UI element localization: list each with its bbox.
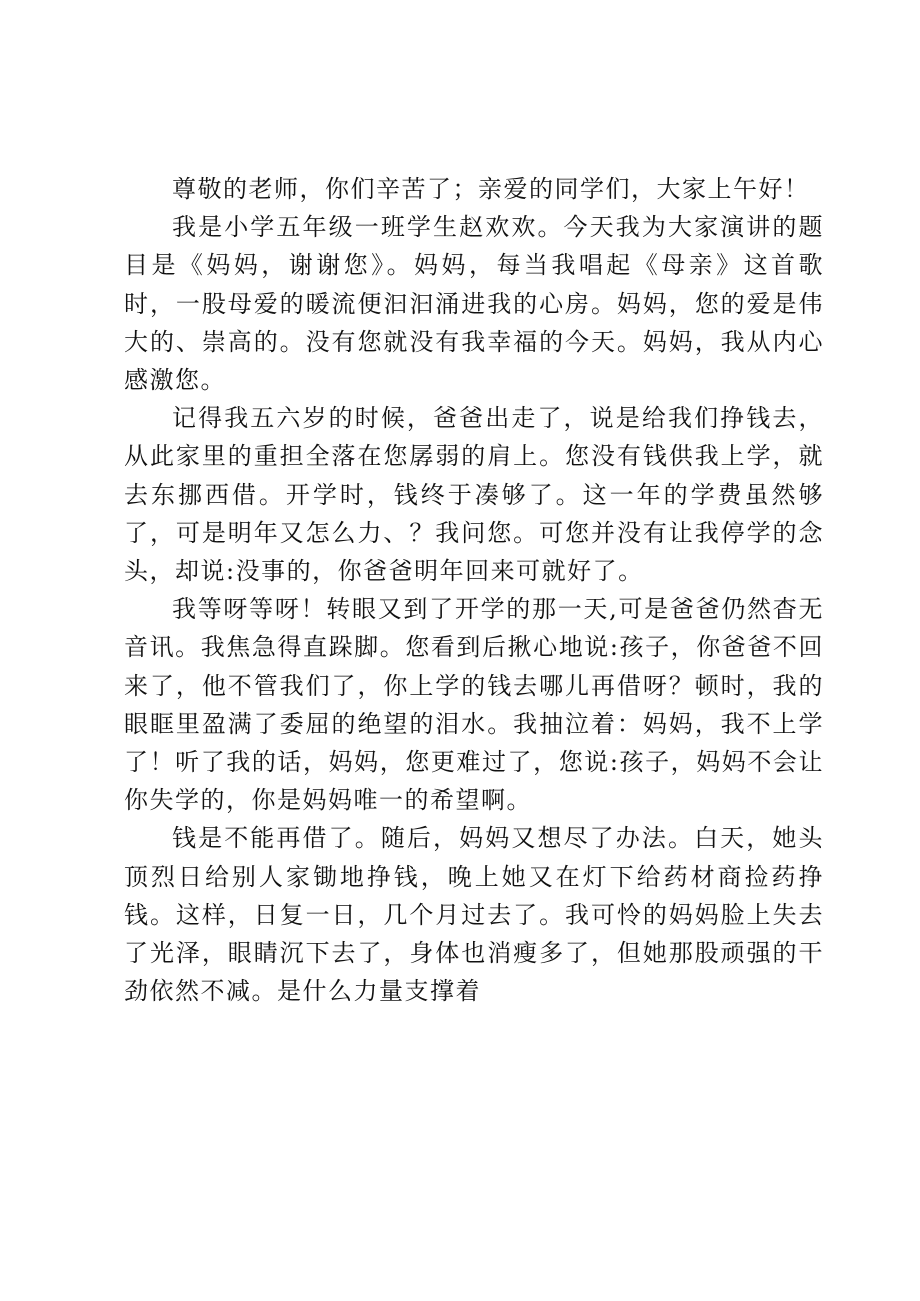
paragraph-father-left: 记得我五六岁的时候，爸爸出走了，说是给我们挣钱去，从此家里的重担全落在您孱弱的肩上。您没有钱供我上学，就去东挪西借。开学时，钱终于凑够了。这一年的学费虽然够了，可是明年又怎么力、？我问您。可您并没有让我停学的念头，却说:没事的，你爸爸明年回来可就好了。 [124,404,824,586]
speech-text [124,170,824,1010]
paragraph-waiting: 我等呀等呀！转眼又到了开学的那一天,可是爸爸仍然杳无音讯。我焦急得直跺脚。您看到后揪心地说:孩子，你爸爸不回来了，他不管我们了，你上学的钱去哪儿再借呀？顿时，我的眼眶里盈满了委屈的绝望的泪水。我抽泣着：妈妈，我不上学了！听了我的话，妈妈，您更难过了，您说:孩子，妈妈不会让你失学的，你是妈妈唯一的希望啊。 [124,595,824,815]
paragraph-greeting: 尊敬的老师，你们辛苦了；亲爱的同学们，大家上午好！ [172,175,810,203]
paragraph-introduction: 我是小学五年级一班学生赵欢欢。今天我为大家演讲的题目是《妈妈，谢谢您》。妈妈，每当我唱起《母亲》这首歌时，一股母爱的暖流便汩汩涌进我的心房。妈妈，您的爱是伟大的、崇高的。没有您就没有我幸福的今天。妈妈，我从内心感激您。 [124,213,824,395]
paragraph-mother-working: 钱是不能再借了。随后，妈妈又想尽了办法。白天，她头顶烈日给别人家锄地挣钱，晚上她又在灯下给药材商捡药挣钱。这样，日复一日，几个月过去了。我可怜的妈妈脸上失去了光泽，眼睛沉下去了，身体也消瘦多了，但她那股顽强的干劲依然不减。是什么力量支撑着 [124,824,824,1006]
